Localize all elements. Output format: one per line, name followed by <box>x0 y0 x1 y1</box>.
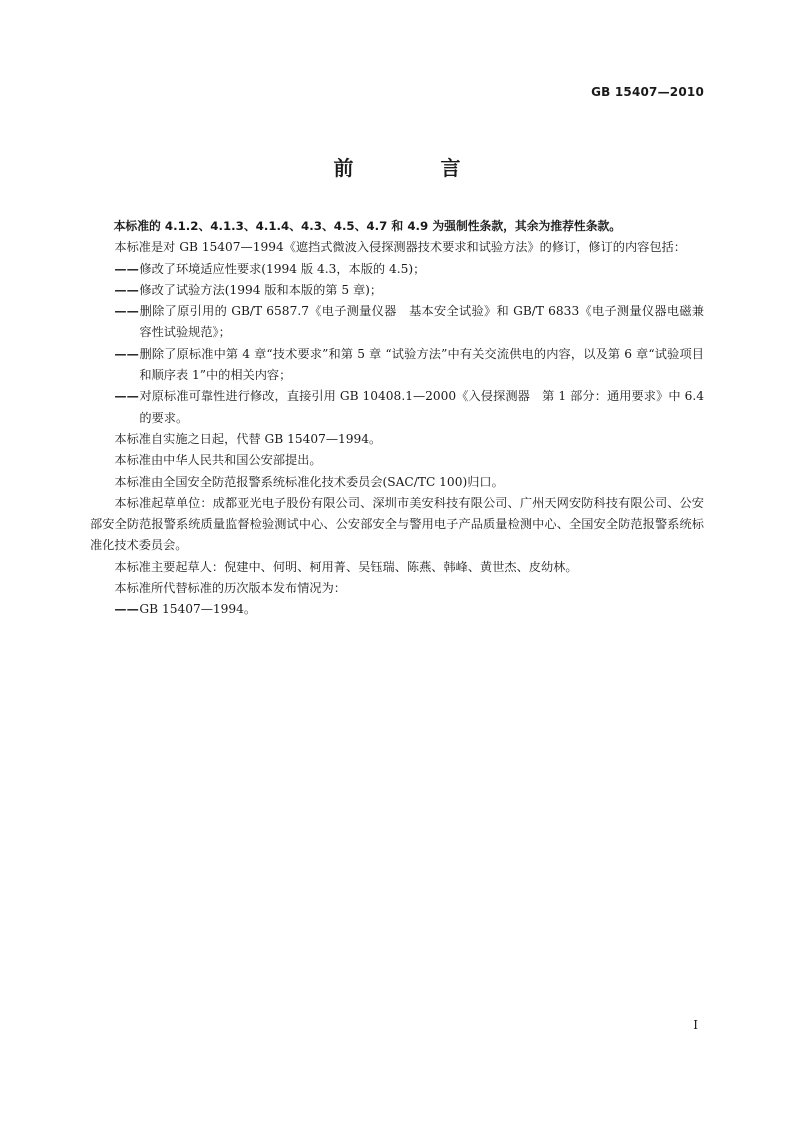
history-statement: 本标准所代替标准的历次版本发布情况为： <box>114 581 346 596</box>
mandatory-clause-statement: 本标准的 4.1.2、4.1.3、4.1.4、4.3、4.5、4.7 和 4.9 为强制性条款，其余为推荐性条款。 <box>113 219 622 233</box>
page-title: 前 言 <box>333 156 501 180</box>
history-item <box>90 599 704 620</box>
revision-item <box>90 386 704 429</box>
revision-item-text: 删除了原标准中第 4 章“技术要求”和第 5 章 “试验方法”中有关交流供电的内容，以及第 6 章“试验项目和顺序表 1”中的相关内容； <box>139 346 704 383</box>
dash-marker: —— <box>114 602 139 617</box>
dash-marker: —— <box>114 346 139 361</box>
revision-item <box>90 280 704 301</box>
revision-item <box>90 344 704 387</box>
revision-statement: 本标准是对 GB 15407—1994《遮挡式微波入侵探测器技术要求和试验方法》的修订，修订的内容包括： <box>114 240 686 255</box>
revision-item-text: 删除了原引用的 GB/T 6587.7《电子测量仪器 基本安全试验》和 GB/T 6833《电子测量仪器电磁兼容性试验规范》； <box>139 304 704 340</box>
revision-item <box>90 301 704 344</box>
dash-marker: —— <box>114 389 139 404</box>
foreword-content <box>90 216 704 621</box>
dash-marker: —— <box>114 261 139 276</box>
replacement-statement: 本标准自实施之日起，代替 GB 15407—1994。 <box>114 431 382 446</box>
technical-committee-statement: 本标准由全国安全防范报警系统标准化技术委员会(SAC/TC 100)归口。 <box>114 474 504 489</box>
drafting-units-statement: 本标准起草单位：成都亚光电子股份有限公司、深圳市美安科技有限公司、广州天网安防科技有限公司、公安部安全防范报警系统质量监督检验测试中心、公安部安全与警用电子产品质量检测中心、全国安全防范报警系统标准化技术委员会。 <box>90 495 704 553</box>
dash-marker: —— <box>114 304 139 319</box>
revision-item-text: 修改了试验方法(1994 版和本版的第 5 章)； <box>139 282 383 297</box>
proposer-statement: 本标准由中华人民共和国公安部提出。 <box>114 453 322 468</box>
drafters-statement: 本标准主要起草人：倪建中、何明、柯用菁、吴钰瑞、陈燕、韩峰、黄世杰、皮幼林。 <box>114 559 578 574</box>
dash-marker: —— <box>114 282 139 297</box>
revision-item-text: 对原标准可靠性进行修改，直接引用 GB 10408.1—2000《入侵探测器 第 1 部分：通用要求》中 6.4 的要求。 <box>139 389 704 425</box>
history-item-text: GB 15407—1994。 <box>139 602 257 617</box>
revision-item <box>90 259 704 280</box>
page-number: I <box>693 1018 698 1032</box>
revision-item-text: 修改了环境适应性要求(1994 版 4.3，本版的 4.5)； <box>139 261 426 276</box>
std-code: GB 15407—2010 <box>591 85 704 99</box>
